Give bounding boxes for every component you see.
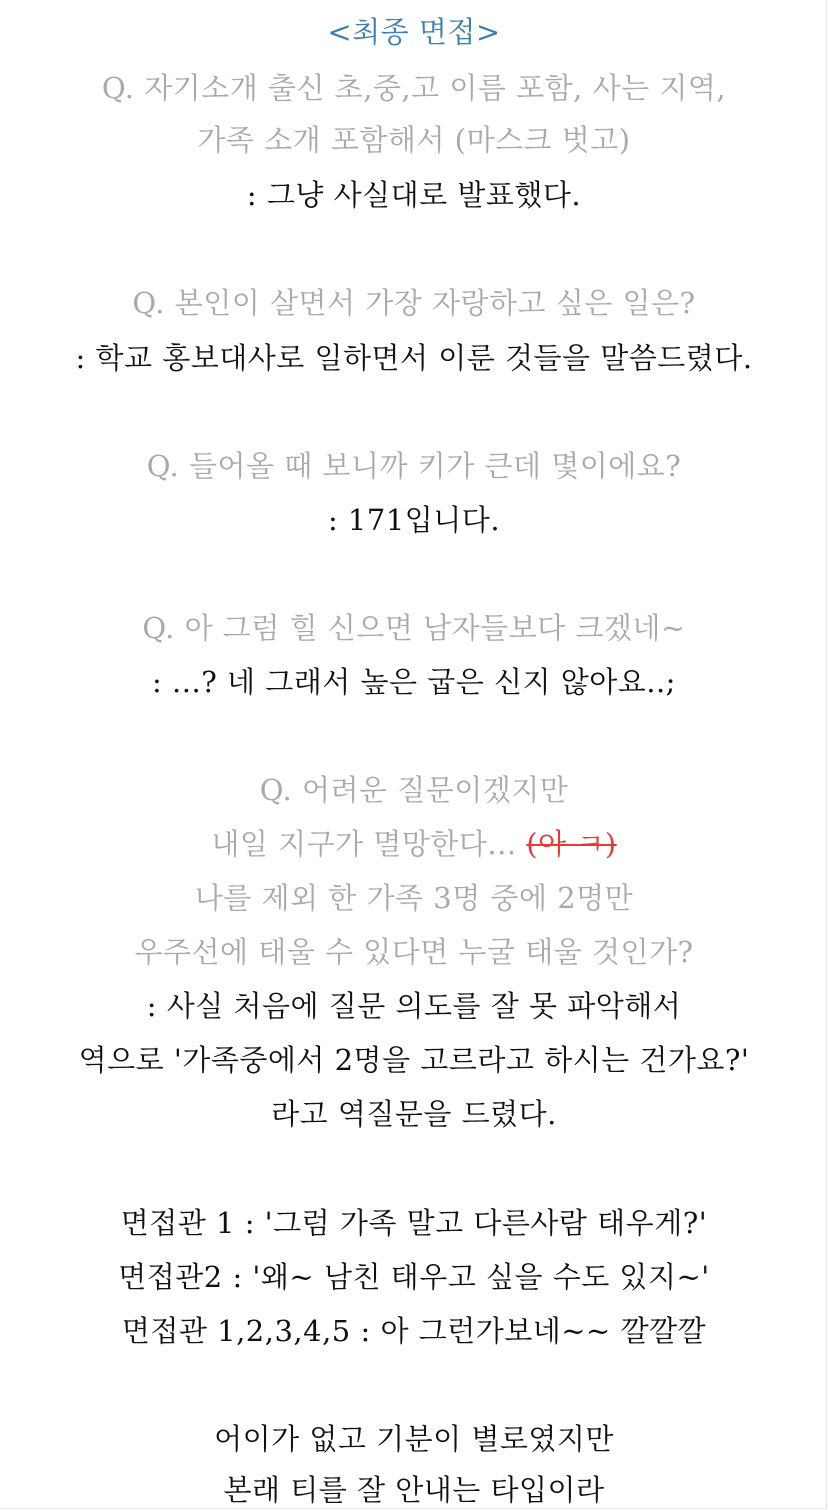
- closing-line-2: 본래 티를 잘 안내는 타입이라: [223, 1473, 605, 1507]
- question-1-line-2: 가족 소개 포함해서 (마스크 벗고): [197, 123, 631, 157]
- strikethrough-aside: (아 ㅋ): [526, 827, 617, 861]
- question-3: Q. 들어올 때 보니까 키가 큰데 몇이에요?: [146, 449, 682, 483]
- dialogue-line-1: 면접관 1 : '그럼 가족 말고 다른사람 태우게?': [120, 1206, 708, 1240]
- answer-5-line-3: 라고 역질문을 드렸다.: [271, 1097, 557, 1131]
- question-4: Q. 아 그럼 힐 신으면 남자들보다 크겠네~: [142, 611, 686, 645]
- closing-line-1: 어이가 없고 기분이 별로였지만: [214, 1422, 614, 1456]
- answer-3: : 171입니다.: [327, 503, 501, 537]
- dialogue-line-3: 면접관 1,2,3,4,5 : 아 그런가보네~~ 깔깔깔: [121, 1314, 707, 1348]
- section-title: <최종 면접>: [327, 15, 501, 49]
- answer-2: : 학교 홍보대사로 일하면서 이룬 것들을 말씀드렸다.: [75, 341, 753, 375]
- answer-4: : ...? 네 그래서 높은 굽은 신지 않아요..;: [152, 665, 676, 699]
- answer-5-line-1: : 사실 처음에 질문 의도를 잘 못 파악해서: [146, 989, 682, 1023]
- dialogue-line-2: 면접관2 : '왜~ 남친 태우고 싶을 수도 있지~': [118, 1260, 710, 1294]
- question-5-line-3: 나를 제외 한 가족 3명 중에 2명만: [194, 881, 634, 915]
- question-2: Q. 본인이 살면서 가장 자랑하고 싶은 일은?: [132, 286, 696, 320]
- question-5-line-1: Q. 어려운 질문이겠지만: [259, 773, 569, 807]
- answer-1: : 그냥 사실대로 발표했다.: [246, 178, 582, 212]
- question-5-line-2-text: 내일 지구가 멸망한다...: [211, 827, 527, 861]
- question-5-line-4: 우주선에 태울 수 있다면 누굴 태울 것인가?: [134, 935, 694, 969]
- answer-5-line-2: 역으로 '가족중에서 2명을 고르라고 하시는 건가요?': [78, 1043, 750, 1077]
- question-1-line-1: Q. 자기소개 출신 초,중,고 이름 포함, 사는 지역,: [101, 71, 727, 105]
- question-5-line-2: [0, 824, 828, 864]
